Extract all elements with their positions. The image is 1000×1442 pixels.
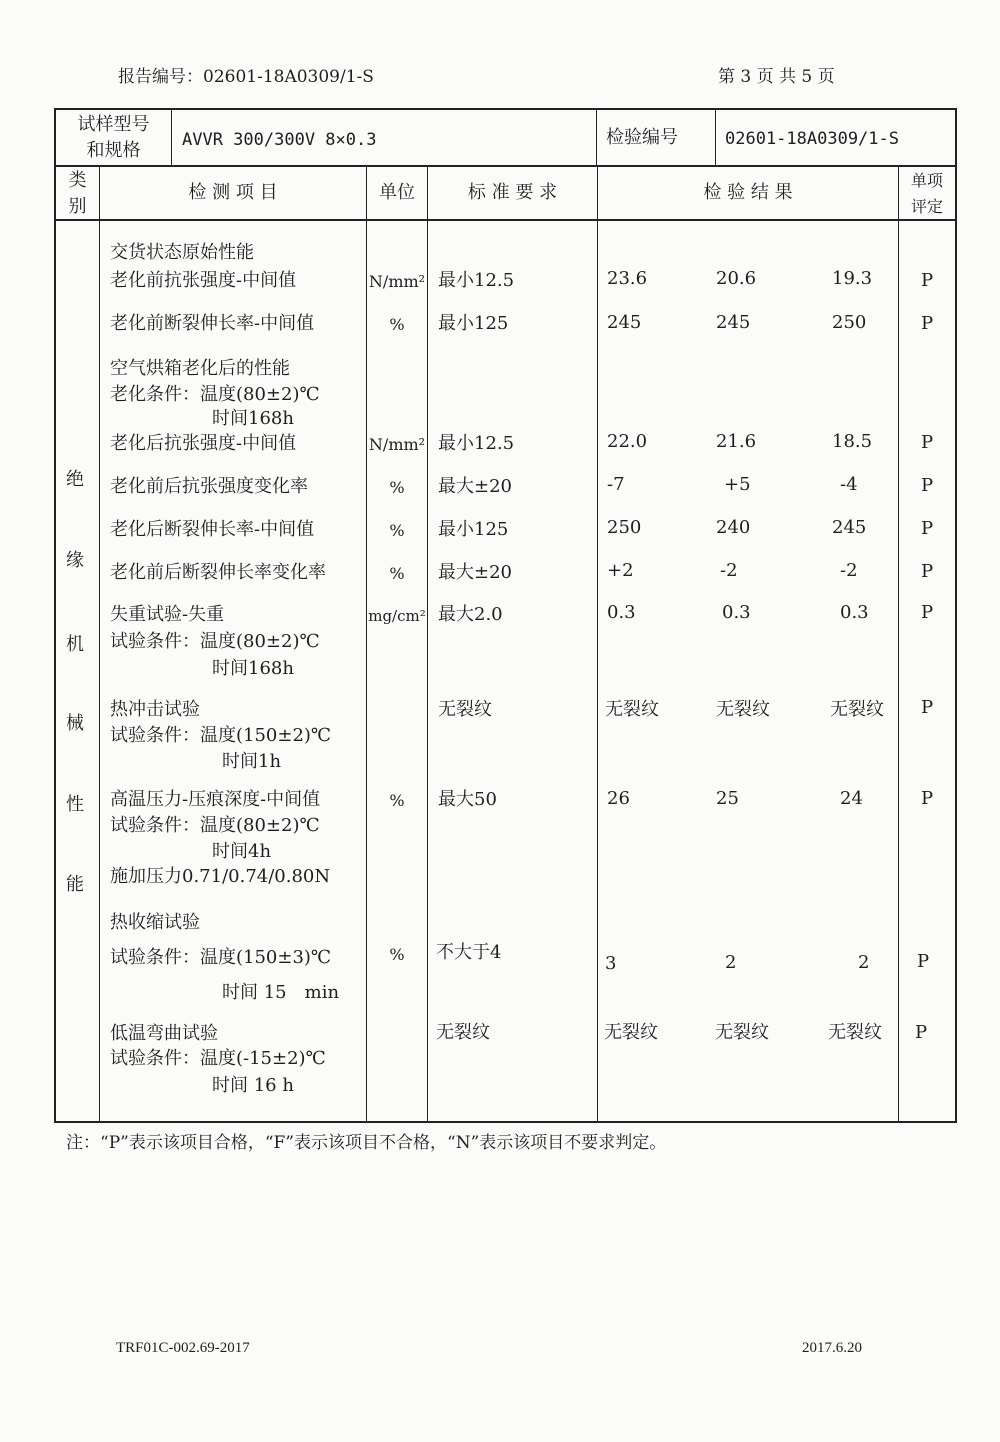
row-result-1: 3 <box>605 953 617 974</box>
row-standard: 无裂纹 <box>436 1022 490 1043</box>
col-category: 类 别 <box>68 170 87 217</box>
row-item: 热冲击试验 <box>110 699 200 720</box>
row-condition: 施加压力0.71/0.74/0.80N <box>110 866 331 887</box>
row-item: 老化后抗张强度-中间值 <box>110 433 297 454</box>
col-judge: 单项 评定 <box>910 171 943 216</box>
row-result-1: 无裂纹 <box>605 699 659 720</box>
row-result-2: 无裂纹 <box>715 1022 769 1043</box>
row-condition: 试验条件：温度(150±3)℃ <box>110 947 332 968</box>
model-value: AVVR 300/300V 8×0.3 <box>182 130 377 150</box>
form-date: 2017.6.20 <box>802 1340 862 1356</box>
row-judge: P <box>920 561 934 582</box>
row-judge: P <box>916 951 930 972</box>
row-condition: 试验条件：温度(80±2)℃ <box>110 631 320 652</box>
row-standard: 最小12.5 <box>438 270 515 291</box>
row-item: 老化前抗张强度-中间值 <box>110 270 297 291</box>
row-standard: 无裂纹 <box>438 699 492 720</box>
row-result-2: 2 <box>725 952 737 973</box>
row-result-2: +5 <box>724 474 751 495</box>
row-condition: 试验条件：温度(-15±2)℃ <box>110 1048 326 1069</box>
row-result-1: 245 <box>607 312 642 333</box>
row-result-1: 250 <box>607 517 642 538</box>
section-heading: 交货状态原始性能 <box>110 242 254 263</box>
row-result-3: 24 <box>840 788 863 809</box>
category-char: 机 <box>66 634 84 655</box>
row-result-2: 无裂纹 <box>716 699 770 720</box>
row-result-1: 0.3 <box>607 602 636 623</box>
row-judge: P <box>920 432 934 453</box>
inspection-label: 检验编号 <box>606 127 678 148</box>
row-judge: P <box>920 518 934 539</box>
category-char: 绝 <box>66 469 84 490</box>
row-judge: P <box>920 697 934 718</box>
row-standard: 最大±20 <box>438 562 512 583</box>
row-judge: P <box>920 475 934 496</box>
section-heading: 空气烘箱老化后的性能 <box>110 358 290 379</box>
row-item: 老化前断裂伸长率-中间值 <box>110 313 315 334</box>
row-result-2: 20.6 <box>716 268 757 289</box>
row-unit: % <box>389 478 405 497</box>
row-result-2: 245 <box>716 312 751 333</box>
col-result: 检 验 结 果 <box>703 182 793 203</box>
row-standard: 最大50 <box>438 789 497 810</box>
row-judge: P <box>920 788 934 809</box>
row-item: 老化前后断裂伸长率变化率 <box>110 562 326 583</box>
row-result-3: 0.3 <box>840 602 869 623</box>
row-result-1: 23.6 <box>607 268 648 289</box>
row-result-3: 245 <box>832 517 867 538</box>
page-number: 第 3 页 共 5 页 <box>718 67 835 87</box>
row-condition: 时间1h <box>222 751 282 772</box>
category-char: 能 <box>66 874 84 895</box>
row-item: 老化前后抗张强度变化率 <box>110 476 308 497</box>
row-result-3: -4 <box>840 474 858 495</box>
row-condition: 试验条件：温度(150±2)℃ <box>110 725 332 746</box>
row-result-1: 22.0 <box>607 431 648 452</box>
row-unit: % <box>389 315 405 334</box>
row-condition: 时间168h <box>212 658 294 679</box>
row-result-2: 240 <box>716 517 751 538</box>
row-result-2: 25 <box>716 788 739 809</box>
col-standard: 标 准 要 求 <box>467 182 558 203</box>
row-standard: 最大2.0 <box>438 604 503 625</box>
row-item: 失重试验-失重 <box>110 604 225 625</box>
row-result-3: 无裂纹 <box>828 1022 882 1043</box>
report-number: 报告编号：02601-18A0309/1-S <box>118 67 374 87</box>
row-result-1: +2 <box>607 560 634 581</box>
row-unit: mg/cm² <box>368 607 426 625</box>
row-result-3: 无裂纹 <box>830 699 884 720</box>
row-standard: 不大于4 <box>436 942 502 963</box>
row-judge: P <box>920 602 934 623</box>
row-item: 热收缩试验 <box>110 912 200 933</box>
row-unit: % <box>389 945 405 964</box>
row-standard: 最小125 <box>438 519 509 540</box>
row-result-2: -2 <box>720 560 738 581</box>
category-char: 缘 <box>66 550 84 571</box>
row-item: 高温压力-压痕深度-中间值 <box>110 789 321 810</box>
model-label: 试样型号 和规格 <box>77 114 150 161</box>
col-item: 检 测 项 目 <box>188 182 278 203</box>
row-unit: % <box>389 521 405 540</box>
row-unit: % <box>389 791 405 810</box>
row-result-2: 0.3 <box>722 602 751 623</box>
row-result-1: 26 <box>607 788 630 809</box>
row-condition: 时间4h <box>212 841 272 862</box>
row-result-1: 无裂纹 <box>604 1022 658 1043</box>
row-item: 低温弯曲试验 <box>110 1023 218 1044</box>
row-unit: N/mm² <box>368 435 426 454</box>
row-standard: 最小125 <box>438 313 509 334</box>
row-standard: 最大±20 <box>438 476 512 497</box>
row-result-2: 21.6 <box>716 431 757 452</box>
row-result-3: 2 <box>858 952 870 973</box>
row-judge: P <box>914 1022 928 1043</box>
row-result-3: 18.5 <box>832 431 873 452</box>
row-result-3: 19.3 <box>832 268 873 289</box>
row-standard: 最小12.5 <box>438 433 515 454</box>
inspection-value: 02601-18A0309/1-S <box>725 129 899 149</box>
section-condition: 老化条件：温度(80±2)℃ <box>110 384 320 405</box>
section-condition: 时间168h <box>212 408 294 429</box>
col-unit: 单位 <box>379 182 415 203</box>
row-condition: 试验条件：温度(80±2)℃ <box>110 815 320 836</box>
row-condition: 时间 16 h <box>212 1075 294 1096</box>
row-judge: P <box>920 270 934 291</box>
row-judge: P <box>920 313 934 334</box>
row-unit: % <box>389 564 405 583</box>
table-note: 注：“P”表示该项目合格，“F”表示该项目不合格，“N”表示该项目不要求判定。 <box>66 1133 667 1153</box>
category-char: 性 <box>66 794 84 815</box>
row-result-1: -7 <box>607 474 625 495</box>
row-item: 老化后断裂伸长率-中间值 <box>110 519 315 540</box>
category-char: 械 <box>66 713 84 734</box>
row-unit: N/mm² <box>368 272 426 291</box>
row-condition: 时间 15 min <box>222 982 340 1003</box>
row-result-3: -2 <box>840 560 858 581</box>
row-result-3: 250 <box>832 312 867 333</box>
form-number: TRF01C-002.69-2017 <box>116 1340 250 1356</box>
